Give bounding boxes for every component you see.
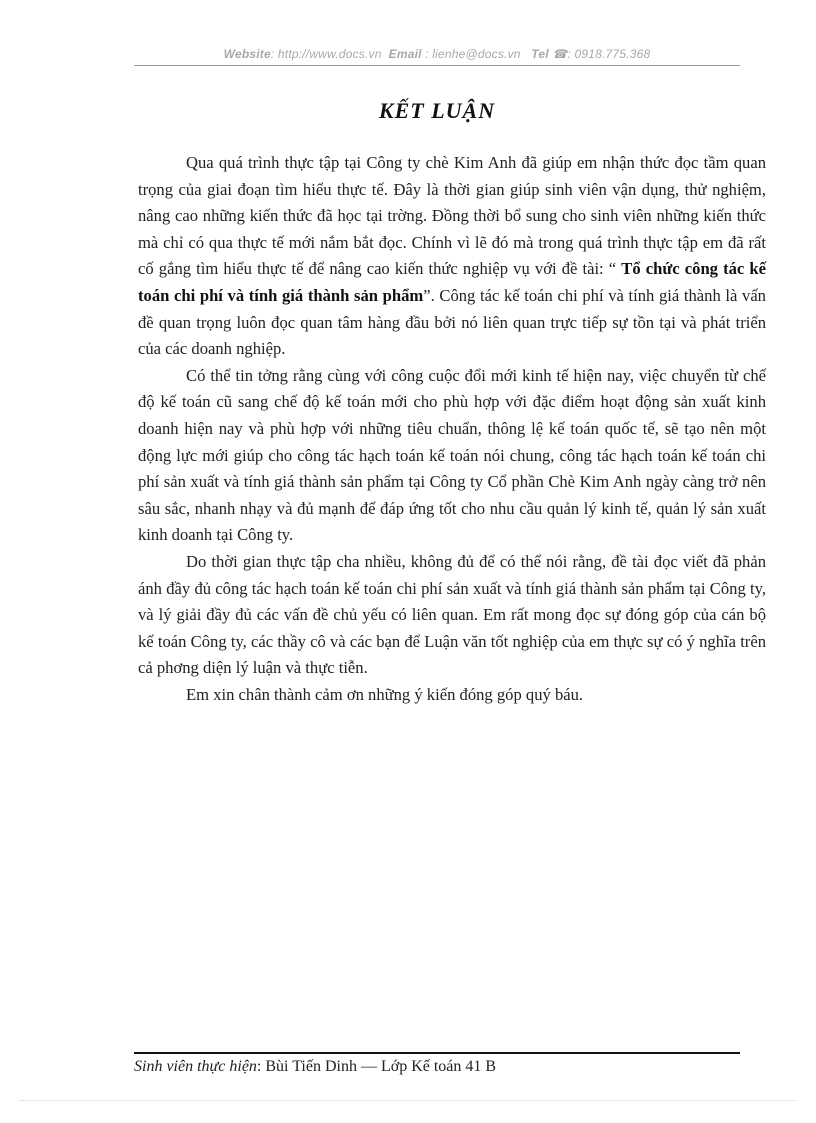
footer-value: : Bùi Tiến Dinh — Lớp Kế toán 41 B bbox=[256, 1058, 497, 1075]
page-title: KẾT LUẬN bbox=[378, 98, 496, 123]
paragraph-1-end: ”. Công tác kế toán chi phí và tính giá thành là vấn đề quan trọng luôn đọc quan tâm hàng đầu bởi nó liên quan trực tiếp sự tồn tại và phát triển của các doanh nghiệp. bbox=[138, 285, 766, 359]
website-label: Website bbox=[223, 47, 271, 61]
tel-value: : 0918.775.368 bbox=[567, 47, 651, 61]
thesis-topic: Tổ chức công tác kế toán chi phí và tính giá thành sản phẩm bbox=[138, 259, 766, 305]
header-divider bbox=[134, 65, 740, 66]
paragraph-3: Do thời gian thực tập cha nhiều, không đủ để có thể nói rằng, đề tài đọc viết đã phản ánh đầy đủ công tác hạch toán kế toán chi phí sản xuất và tính giá thành sản phẩm tại Công ty, và lý giải đầy đủ các vấn đề chủ yếu có liên quan. Em rất mong đọc sự đóng góp của cán bộ kế toán Công ty, các thầy cô và các bạn để Luận văn tốt nghiệp của em thực sự có ý nghĩa trên cả phơng diện lý luận và thực tiễn. bbox=[138, 551, 766, 678]
paragraph-1-start: Qua quá trình thực tập tại Công ty chè Kim Anh đã giúp em nhận thức đọc tầm quan trọng của giai đoạn tìm hiểu thực tế. Đây là thời gian giúp sinh viên vận dụng, thử nghiệm, nâng cao những kiến thức đã học tại trờng. Đồng thời bổ sung cho sinh viên những kiến thức mà chỉ có qua thực tế mới nắm bắt đọc. Chính vì lẽ đó mà trong quá trình thực tập em đã rất cố gắng tìm hiểu thực tế để nâng cao kiến thức nghiệp vụ với đề tài: “ bbox=[138, 153, 766, 279]
tel-label: Tel bbox=[531, 47, 549, 61]
email-label: Email bbox=[388, 47, 422, 61]
paragraph-1 bbox=[138, 150, 766, 363]
footer-divider bbox=[134, 1052, 740, 1054]
website-value: : http://www.docs.vn bbox=[270, 47, 382, 61]
footer-label: Sinh viên thực hiện bbox=[134, 1058, 257, 1075]
document-body bbox=[138, 150, 766, 708]
paragraph-4: Em xin chân thành cảm ơn những ý kiến đóng góp quý báu. bbox=[186, 684, 584, 704]
email-value: : lienhe@docs.vn bbox=[421, 47, 521, 61]
paragraph-2: Có thể tin tởng rằng cùng với công cuộc đổi mới kinh tế hiện nay, việc chuyển từ chế độ kế toán cũ sang chế độ kế toán mới cho phù hợp với đặc điểm hoạt động sản xuất kinh doanh hiện nay và phù hợp với những tiêu chuẩn, thông lệ kế toán quốc tế, sẽ tạo nên một động lực mới giúp cho công tác hạch toán kế toán nói chung, công tác hạch toán kế toán chi phí sản xuất và tính giá thành sản phẩm tại Công ty Cổ phần Chè Kim Anh ngày càng trở nên sâu sắc, nhanh nhạy và đủ mạnh để đáp ứng tốt cho nhu cầu quản lý kinh tế, quản lý sản xuất kinh doanh tại Công ty. bbox=[138, 365, 766, 545]
page-footer bbox=[134, 1058, 740, 1076]
phone-icon: ☎ bbox=[552, 47, 568, 61]
page-header bbox=[134, 47, 740, 61]
page-bottom-divider bbox=[20, 1100, 796, 1101]
